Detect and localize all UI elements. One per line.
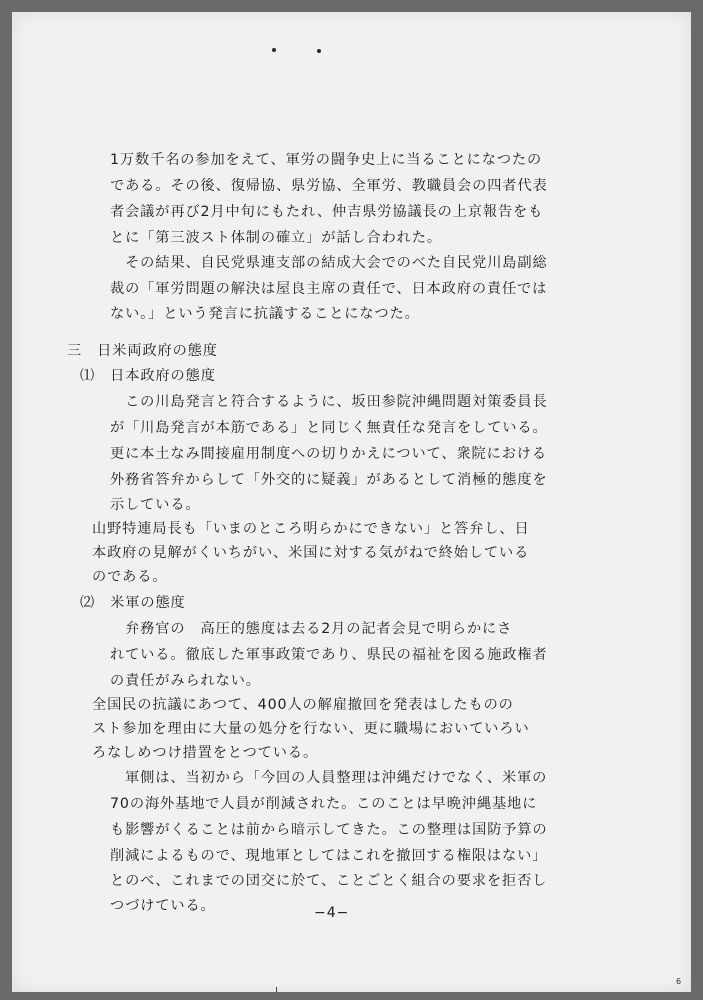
text-line: が「川島発言が本筋である」と同じく無責任な発言をしている。 [110, 420, 548, 436]
text-line: 山野特連局長も「いまのところ明らかにできない」と答弁し、日 [92, 521, 530, 537]
text-line: 裁の「軍労問題の解決は屋良主席の責任で、日本政府の責任では [110, 281, 548, 297]
text-line: とに「第三波スト体制の確立」が話し合われた。 [110, 230, 442, 246]
text-line: の責任がみられない。 [110, 673, 261, 689]
text-line: 者会議が再び2月中旬にもたれ、仲吉県労協議長の上京報告をも [110, 204, 544, 220]
text-line: のである。 [92, 569, 168, 585]
text-line: 本政府の見解がくいちがい、米国に対する気がねで終始している [92, 545, 530, 561]
text-line: つづけている。 [110, 898, 216, 914]
punch-mark-left [272, 48, 276, 52]
text-line: である。その後、復帰協、県労協、全軍労、教職員会の四者代表 [110, 178, 548, 194]
text-line: れている。徹底した軍事政策であり、県民の福祉を図る施政権者 [110, 647, 548, 663]
text-line: 弁務官の 高圧的態度は去る2月の記者会見で明らかにさ [110, 621, 513, 637]
document-page [12, 12, 691, 992]
text-line: 軍側は、当初から「今回の人員整理は沖縄だけでなく、米軍の [110, 770, 548, 786]
text-line: 70の海外基地で人員が削減された。このことは早晩沖縄基地に [110, 796, 538, 812]
corner-mark: 6 [676, 977, 682, 986]
text-line: その結果、自民党県連支部の結成大会でのべた自民党川島副総 [110, 255, 548, 271]
text-line: も影響がくることは前から暗示してきた。この整理は国防予算の [110, 822, 548, 838]
text-line: ない。」という発言に抗議することになつた。 [110, 306, 420, 322]
text-line: 削減によるもので、現地軍としてはこれを撤回する権限はない」 [110, 848, 548, 864]
text-line: ろなしめつけ措置をとつている。 [92, 745, 319, 761]
subsection-heading: ⑵ 米軍の態度 [80, 595, 186, 611]
page-number: −4− [314, 905, 350, 921]
text-line: とのべ、これまでの団交に於て、ことごとく組合の要求を拒否し [110, 873, 548, 889]
text-line: 1万数千名の参加をえて、軍労の闘争史上に当ることになつたの [110, 152, 543, 168]
text-line: スト参加を理由に大量の処分を行ない、更に職場においていろい [92, 721, 530, 737]
text-line: 示している。 [110, 497, 201, 513]
bottom-tick-mark [276, 987, 277, 992]
section-heading: 三 日米両政府の態度 [67, 343, 218, 359]
text-line: 全国民の抗議にあつて、400人の解雇撤回を発表はしたものの [92, 697, 514, 713]
subsection-heading: ⑴ 日本政府の態度 [80, 368, 216, 384]
punch-mark-right [317, 49, 321, 53]
text-line: 更に本土なみ間接雇用制度への切りかえについて、衆院における [110, 446, 547, 462]
text-line: 外務省答弁からして「外交的に疑義」があるとして消極的態度を [110, 472, 548, 488]
text-line: この川島発言と符合するように、坂田参院沖縄問題対策委員長 [110, 394, 548, 410]
